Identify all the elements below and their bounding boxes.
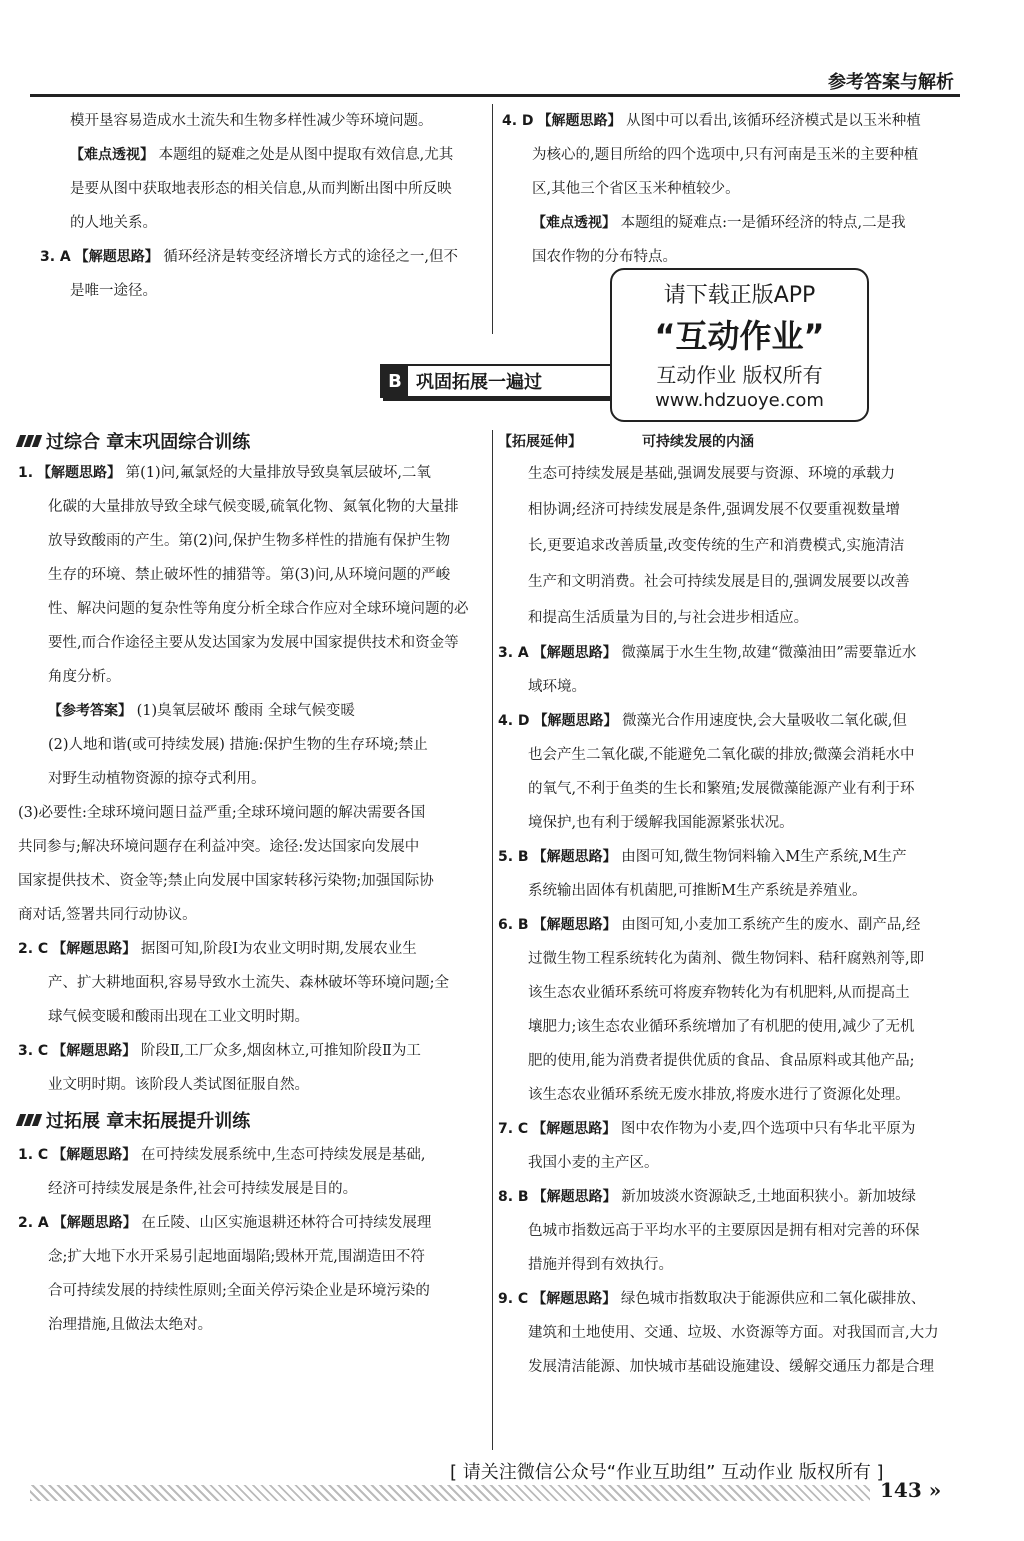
stamp-line: www.hdzuoye.com [655,390,824,411]
item-number: 3. C [18,1043,49,1059]
text-line: 肥的使用,能为消费者提供优质的食品、食品原料或其他产品; [528,1053,915,1069]
text-line: 的氧气,不利于鱼类的生长和繁殖;发展微藻能源产业有利于环 [528,781,915,797]
answer-item [18,456,488,694]
column-divider [492,430,493,1450]
subsection-title: 过拓展 章末拓展提升训练 [46,1111,251,1132]
extension-heading [498,428,960,456]
item-tag: 【拓展延伸】 [498,434,582,450]
right-items [498,636,960,1384]
extension-title: 可持续发展的内涵 [642,434,754,450]
text-line: 过微生物工程系统转化为菌剂、微生物饲料、秸秆腐熟剂等,即 [528,951,925,967]
text-line: 本题组的疑难之处是从图中提取有效信息,尤其 [158,147,454,163]
text-line: 壤肥力;该生态农业循环系统增加了有机肥的使用,减少了无机 [528,1019,915,1035]
answer-line [18,1138,488,1172]
text-line: 生态可持续发展是基础,强调发展要与资源、环境的承载力 [528,466,896,482]
text-line: 建筑和土地使用、交通、垃圾、水资源等方面。对我国而言,大力 [528,1325,939,1341]
text-line: 微藻光合作用速度快,会大量吸收二氧化碳,但 [622,713,907,729]
footer-note: [ 请关注微信公众号“作业互助组” 互动作业 版权所有 ] [450,1462,884,1483]
answer-line [18,1206,488,1240]
item-tag: 【解题思路】 [52,941,137,957]
item-tag: 【解题思路】 [74,249,159,265]
text-line: 角度分析。 [48,669,121,685]
item-tag: 【解题思路】 [52,1147,137,1163]
extension-body [498,456,960,636]
text-line: 国农作物的分布特点。 [532,249,677,265]
difficulty-paragraph [502,206,962,240]
text-line: 第(1)问,氟氯烃的大量排放导致臭氧层破坏,二氧 [125,465,431,481]
text-line: 要性,而合作途径主要从发达国家为发展中国家提供技术和资金等 [48,635,459,651]
text-line: 区,其他三个省区玉米种植较少。 [532,181,740,197]
text-line: 产、扩大耕地面积,容易导致水土流失、森林破坏等环境问题;全 [48,975,449,991]
text-line: 由图可知,小麦加工系统产生的废水、副产品,经 [621,917,921,933]
footer-bar [30,1485,870,1501]
item-number: 2. C [18,941,49,957]
item-number: 5. B [498,849,529,865]
text-line: 从图中可以看出,该循环经济模式是以玉米种植 [626,113,921,129]
text-line: 治理措施,且做法太绝对。 [48,1317,213,1333]
text-line: 球气候变暖和酸雨出现在工业文明时期。 [48,1009,309,1025]
answer-line [498,636,960,670]
item-number: 7. C [498,1121,529,1137]
text-line: 国家提供技术、资金等;禁止向发展中国家转移污染物;加强国际协 [18,873,434,889]
section-title: 巩固拓展一遍过 [416,372,542,393]
text-line: 新加坡淡水资源缺乏,土地面积狭小。新加坡绿 [621,1189,916,1205]
answer-line [498,1180,960,1214]
left-column [18,426,488,1342]
item-tag: 【解题思路】 [532,849,617,865]
text-line: 发展清洁能源、加快城市基础设施建设、缓解交通压力都是合理 [528,1359,934,1375]
heading-icon [18,1114,40,1126]
top-left-column [40,104,490,308]
answer-line [498,704,960,738]
answer-item [498,1282,960,1384]
text-line: 循环经济是转变经济增长方式的途径之一,但不 [163,249,458,265]
answer-item [502,104,962,138]
item-number: 1. C [18,1147,49,1163]
text-line: 为核心的,题目所给的四个选项中,只有河南是玉米的主要种植 [532,147,919,163]
answer-item [498,1180,960,1282]
answer-line [498,1282,960,1316]
text-line: 境保护,也有利于缓解我国能源紧张状况。 [528,815,794,831]
item-tag: 【解题思路】 [532,1121,617,1137]
text-line: 系统输出固体有机菌肥,可推断M生产系统是养殖业。 [528,883,867,899]
heading-icon [18,435,40,447]
text-line: 业文明时期。该阶段人类试图征服自然。 [48,1077,309,1093]
text-line: 性、解决问题的复杂性等角度分析全球合作应对全球环境问题的必 [48,601,469,617]
stamp-line: “互动作业” [654,317,825,355]
item-number: 6. B [498,917,529,933]
text-line: 合可持续发展的持续性原则;全面关停污染企业是环境污染的 [48,1283,430,1299]
section-banner [380,364,614,398]
answer-line [498,1112,960,1146]
text-line: 该生态农业循环系统可将废弃物转化为有机肥料,从而提高土 [528,985,910,1001]
item-tag: 【解题思路】 [37,465,122,481]
text-line: 微藻属于水生生物,故建“微藻油田”需要靠近水 [621,645,917,661]
text-line: 阶段Ⅱ,工厂众多,烟囱林立,可推知阶段Ⅱ为工 [140,1043,421,1059]
text-line: 的人地关系。 [70,215,157,231]
text-line: 生存的环境、禁止破坏性的捕猎等。第(3)问,从环境问题的严峻 [48,567,451,583]
answer-item [498,704,960,840]
item-tag: 【解题思路】 [537,113,622,129]
subsection-heading [18,1102,488,1138]
difficulty-tag: 【难点透视】 [532,215,616,231]
text-line: 域环境。 [528,679,586,695]
item-tag: 【参考答案】 [48,703,132,719]
item-tag: 【解题思路】 [532,917,617,933]
header-rule [30,94,960,97]
answer-line [498,840,960,874]
answer-item [498,840,960,908]
answer-line [18,456,488,490]
text-line: 也会产生二氧化碳,不能避免二氧化碳的排放;微藻会消耗水中 [528,747,915,763]
text-line: 本题组的疑难点:一是循环经济的特点,二是我 [620,215,906,231]
header-title: 参考答案与解析 [828,72,954,93]
item-number: 3. A [40,249,71,265]
text-line: 长,更要追求改善质量,改变传统的生产和消费模式,实施清洁 [528,538,905,554]
stamp-line: 互动作业 版权所有 [656,363,823,387]
answer-item [18,1034,488,1102]
answer-line [18,932,488,966]
answer-item [18,1206,488,1342]
text-line: 化碳的大量排放导致全球气候变暖,硫氧化物、氮氧化物的大量排 [48,499,459,515]
answer-item [18,1138,488,1206]
item-number: 4. D [502,113,534,129]
item-tag: 【解题思路】 [52,1215,137,1231]
right-column [498,428,960,1384]
item-tag: 【解题思路】 [532,1189,617,1205]
top-right-column [502,104,962,274]
text-line: 对野生动植物资源的掠夺式利用。 [48,771,266,787]
text-line: 共同参与;解决环境问题存在利益冲突。途径:发达国家向发展中 [18,839,420,855]
text-line: 由图可知,微生物饲料输入M生产系统,M生产 [621,849,907,865]
item-tag: 【解题思路】 [532,645,617,661]
text-line: 和提高生活质量为目的,与社会进步相适应。 [528,610,809,626]
text-line: 据图可知,阶段Ⅰ为农业文明时期,发展农业生 [140,941,417,957]
text-line: 在丘陵、山区实施退耕还林符合可持续发展理 [141,1215,432,1231]
answer-line [18,1034,488,1068]
text-line: (2)人地和谐(或可持续发展) 措施:保护生物的生存环境;禁止 [48,737,428,753]
text-line: 念;扩大地下水开采易引起地面塌陷;毁林开荒,围湖造田不符 [48,1249,425,1265]
text-line: 生产和文明消费。社会可持续发展是目的,强调发展要以改善 [528,574,910,590]
text-line: 图中农作物为小麦,四个选项中只有华北平原为 [620,1121,916,1137]
difficulty-paragraph [40,138,490,172]
answer-line [498,908,960,942]
text-line: 是要从图中获取地表形态的相关信息,从而判断出图中所反映 [70,181,452,197]
subsection-heading [18,426,488,456]
answer-item [40,240,490,274]
ref-answer-part3 [18,796,488,932]
answer-item [498,636,960,704]
text-line: 经济可持续发展是条件,社会可持续发展是目的。 [48,1181,358,1197]
text-line: 该生态农业循环系统无废水排放,将废水进行了资源化处理。 [528,1087,910,1103]
text-line: 放导致酸雨的产生。第(2)问,保护生物多样性的措施有保护生物 [48,533,451,549]
item-number: 8. B [498,1189,529,1205]
column-divider [492,104,493,334]
text-line: (3)必要性:全球环境问题日益严重;全球环境问题的解决需要各国 [18,805,426,821]
text-line: 模开垦容易造成水土流失和生物多样性减少等环境问题。 [70,113,433,129]
text-line: 措施并得到有效执行。 [528,1257,673,1273]
answer-item [498,908,960,1112]
stamp-line: 请下载正版APP [663,283,816,308]
item-number: 3. A [498,645,529,661]
difficulty-tag: 【难点透视】 [70,147,154,163]
text-line: 商对话,签署共同行动协议。 [18,907,197,923]
text-line: 在可持续发展系统中,生态可持续发展是基础, [140,1147,426,1163]
item-number: 2. A [18,1215,49,1231]
text-line: (1)臭氧层破坏 酸雨 全球气候变暖 [136,703,355,719]
page-number: 143 » [880,1478,942,1502]
item-number: 4. D [498,713,530,729]
text-line: 相协调;经济可持续发展是条件,强调发展不仅要重视数量增 [528,502,900,518]
ref-answer [18,694,488,728]
item-number: 9. C [498,1291,529,1307]
text-line: 我国小麦的主产区。 [528,1155,659,1171]
text-line: 是唯一途径。 [70,283,157,299]
answer-item [18,932,488,1034]
subsection-title: 过综合 章末巩固综合训练 [46,432,251,453]
item-number: 1. [18,465,34,481]
item-tag: 【解题思路】 [532,1291,617,1307]
item-tag: 【解题思路】 [52,1043,137,1059]
watermark-stamp [610,268,869,422]
text-line: 绿色城市指数取决于能源供应和二氧化碳排放、 [620,1291,926,1307]
answer-item [498,1112,960,1180]
text-line: 色城市指数远高于平均水平的主要原因是拥有相对完善的环保 [528,1223,920,1239]
section-letter: B [382,366,408,396]
item-tag: 【解题思路】 [533,713,618,729]
